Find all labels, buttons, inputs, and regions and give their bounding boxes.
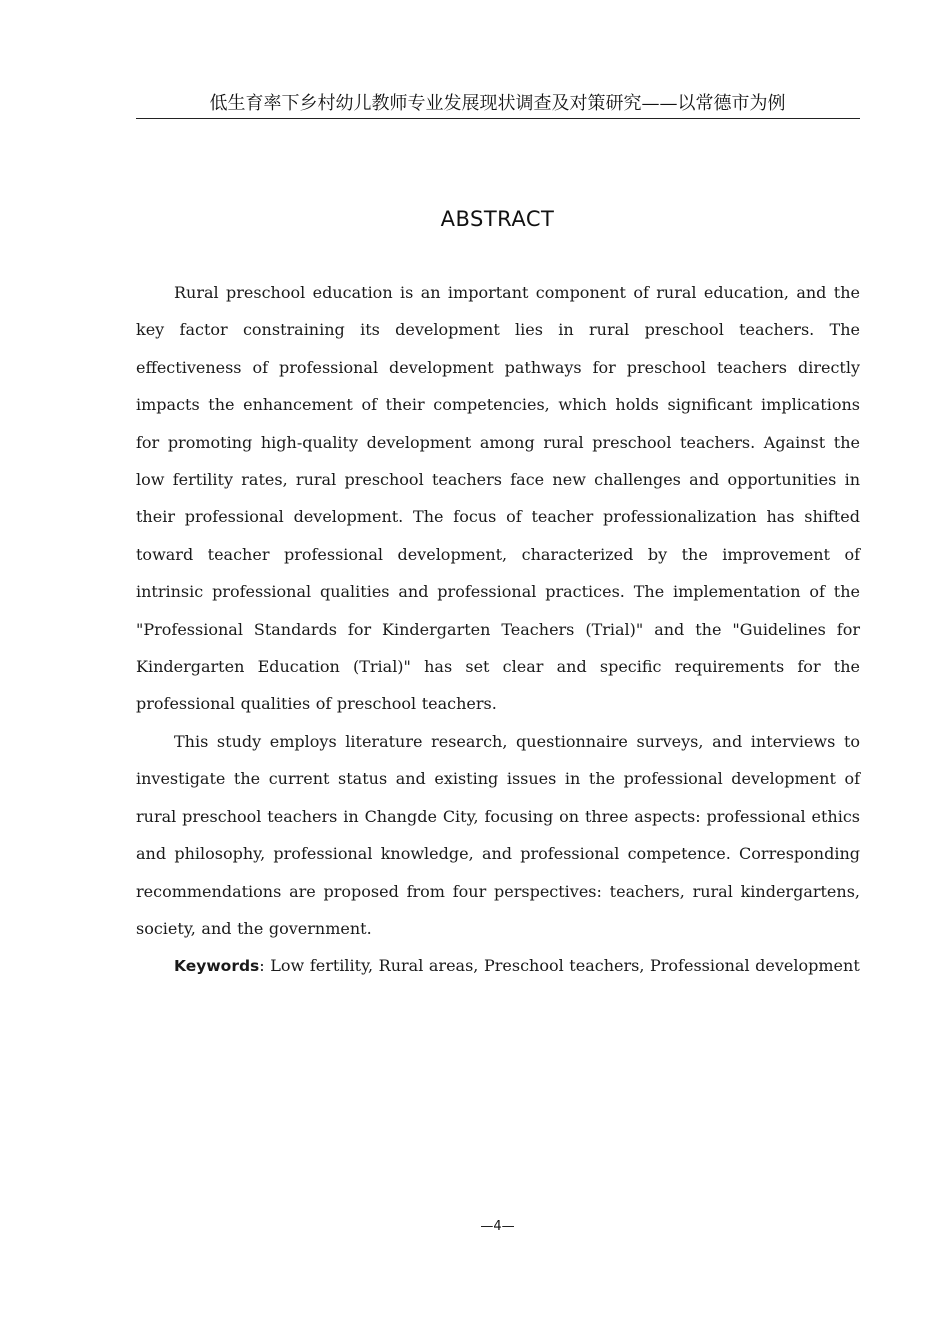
- abstract-paragraph-2: This study employs literature research, questionnaire surveys, and interviews to investigate the current status and existing issues in the professional development of rural preschool teachers in Changde City, focusing on three aspects: professional ethics and philosophy, professional knowledge, and professional competence. Corresponding recommendations are proposed from four perspectives: teachers, rural kindergartens, society, and the government.: [136, 731, 860, 938]
- abstract-paragraph-1: Rural preschool education is an important component of rural education, and the key factor constraining its development lies in rural preschool teachers. The effectiveness of professional development pathways for preschool teachers directly impacts the enhancement of their competencies, which holds significant implications for promoting high-quality development among rural preschool teachers. Against the low fertility rates, rural preschool teachers face new challenges and opportunities in their professional development. The focus of teacher professionalization has shifted toward teacher professional development, characterized by the improvement of intrinsic professional qualities and professional practices. The implementation of the "Professional Standards for Kindergarten Teachers (Trial)" and the "Guidelines for Kindergarten Education (Trial)" has set clear and specific requirements for the professional qualities of preschool teachers.: [136, 283, 860, 714]
- keywords-label: Keywords: [174, 957, 260, 976]
- abstract-title: ABSTRACT: [440, 207, 555, 231]
- page-number: —4—: [480, 1219, 515, 1234]
- running-header: 低生育率下乡村幼儿教师专业发展现状调查及对策研究——以常德市为例: [209, 93, 786, 114]
- abstract-body: [136, 274, 860, 986]
- keywords-line: [136, 947, 860, 985]
- keywords-text: : Low fertility, Rural areas, Preschool teachers, Professional development: [259, 956, 860, 976]
- header-rule: [136, 118, 860, 119]
